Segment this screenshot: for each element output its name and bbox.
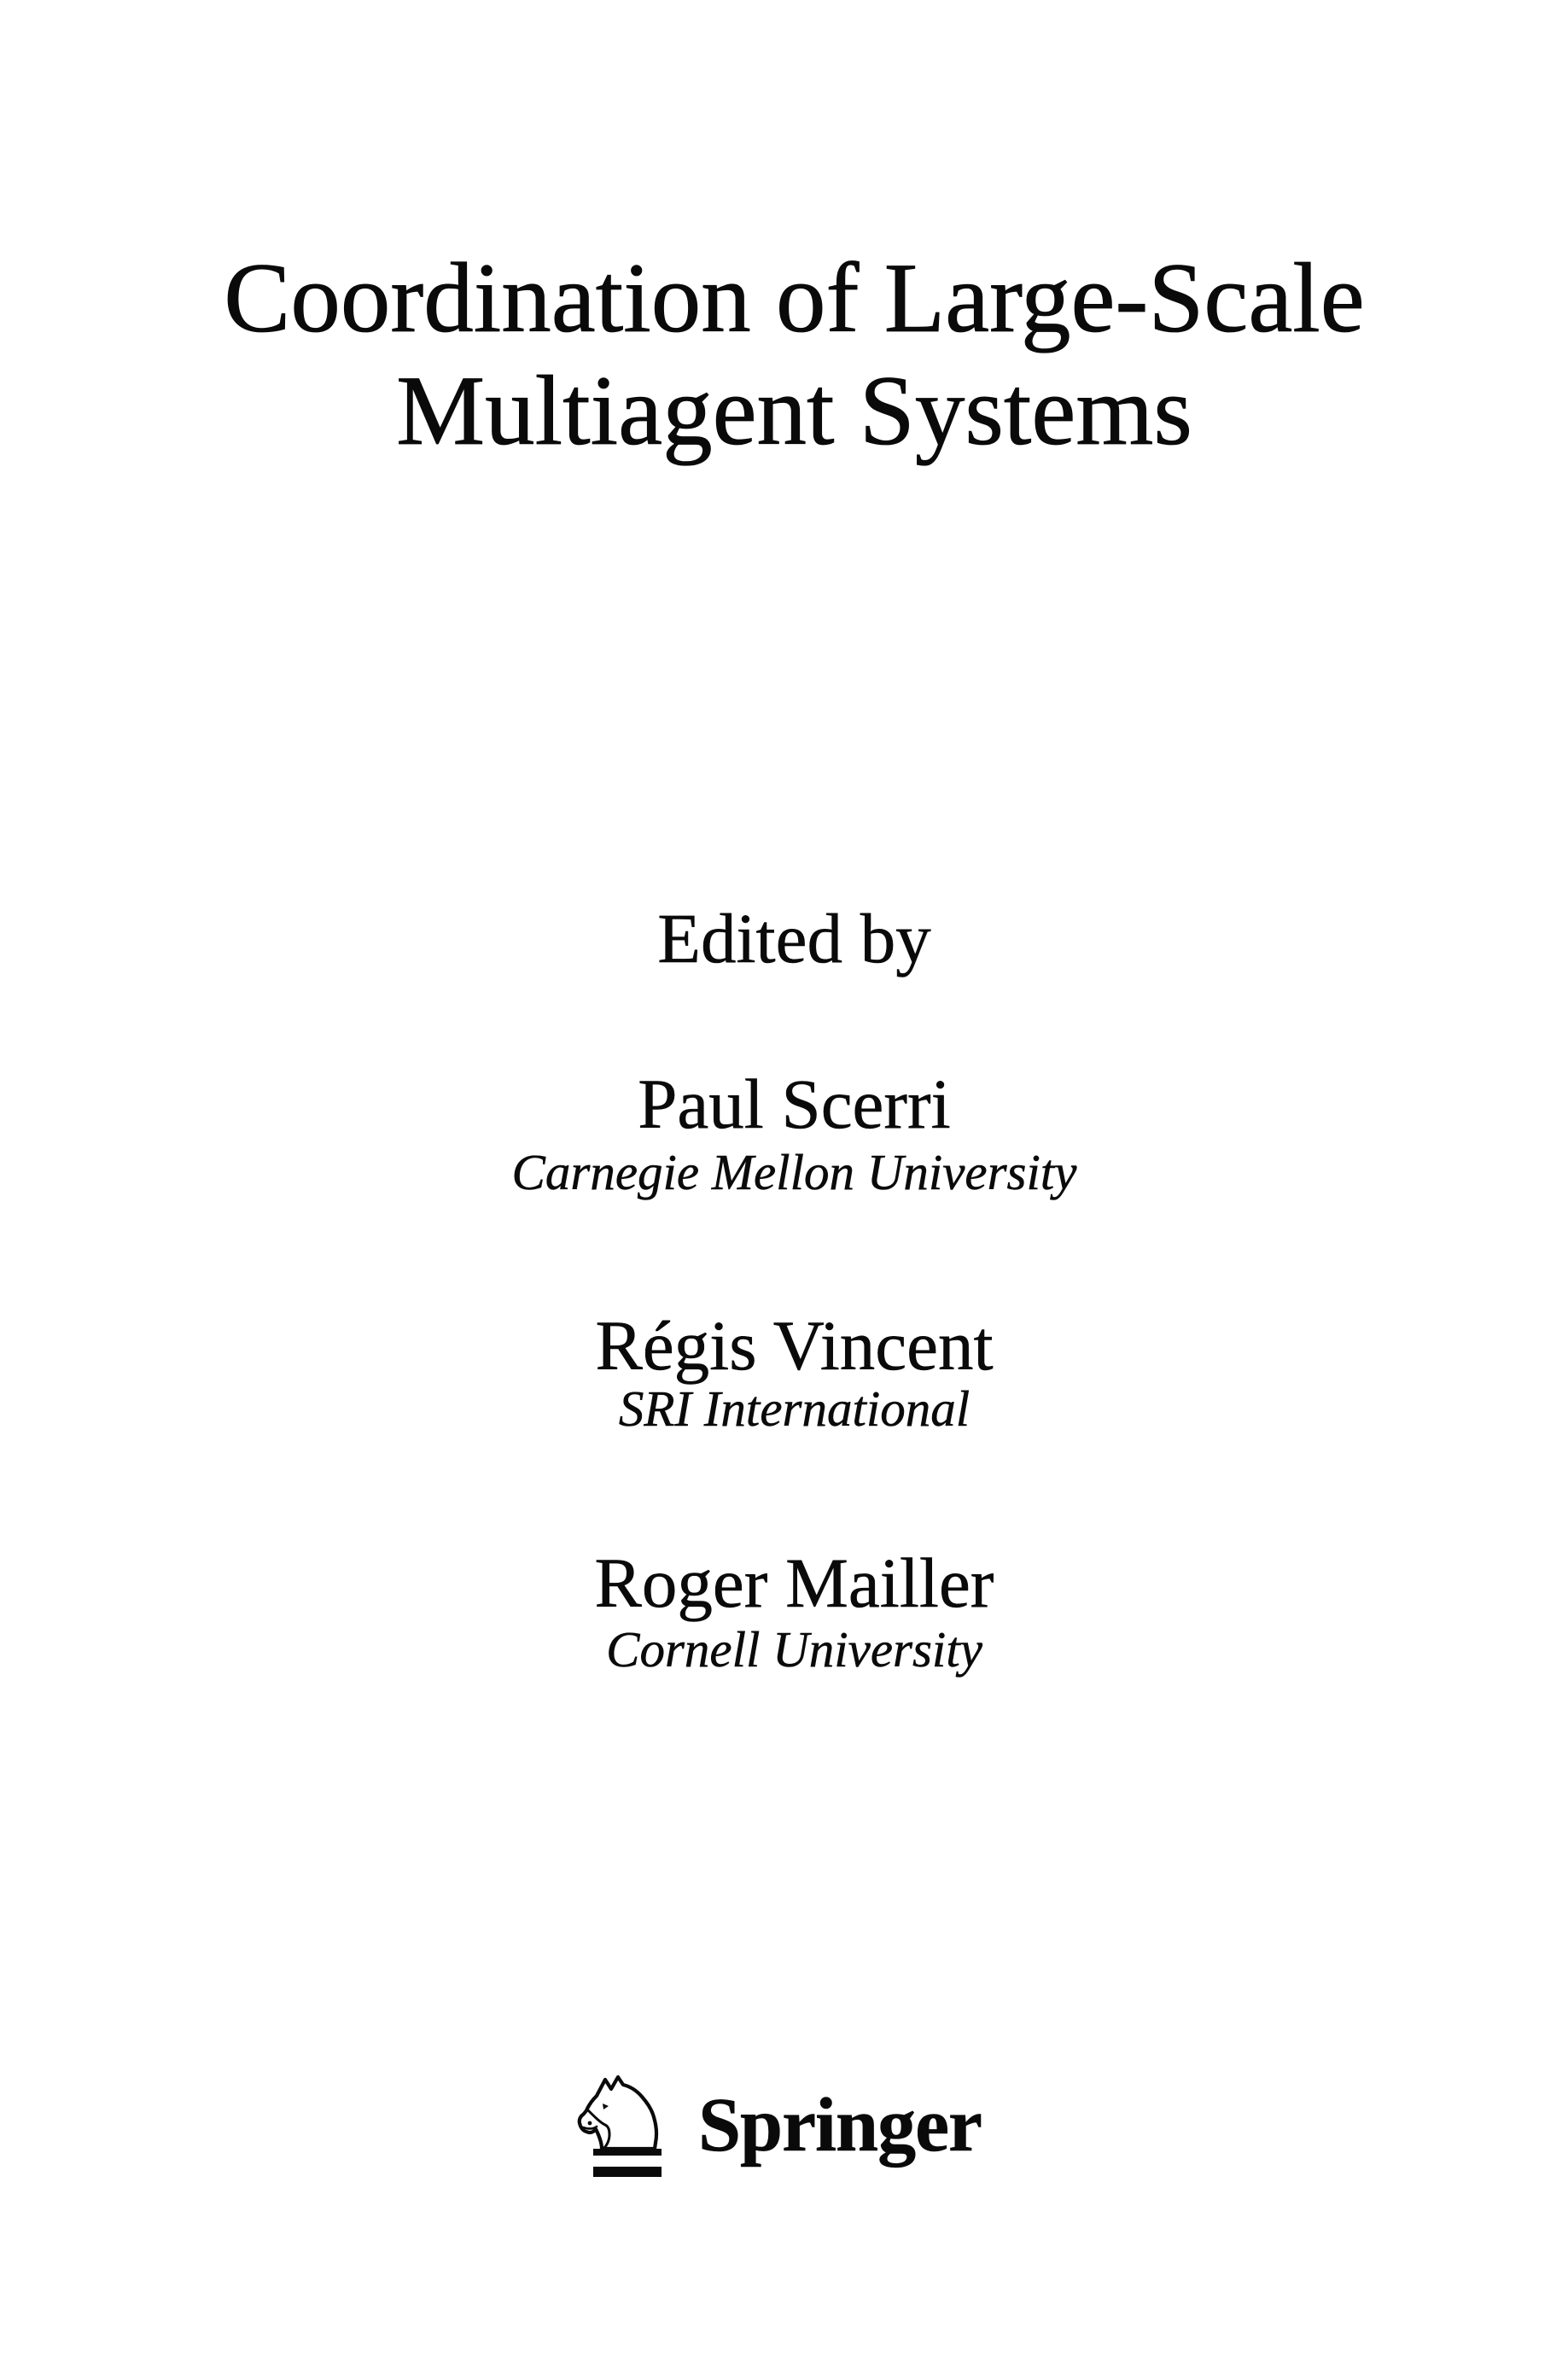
springer-knight-horse-icon xyxy=(576,2074,663,2179)
editor-name-paul-scerri: Paul Scerri xyxy=(638,1065,951,1143)
book-title-line-1: Coordination of Large-Scale xyxy=(224,243,1365,353)
editor-affiliation-carnegie-mellon: Carnegie Mellon University xyxy=(511,1144,1077,1200)
edited-by-label: Edited by xyxy=(657,899,931,977)
editor-name-roger-mailler: Roger Mailler xyxy=(594,1543,994,1622)
book-title-line-2: Multiagent Systems xyxy=(396,356,1192,466)
editor-name-regis-vincent: Régis Vincent xyxy=(595,1306,994,1385)
editor-affiliation-sri-international: SRI International xyxy=(618,1380,971,1437)
book-title xyxy=(10,242,1568,468)
editor-affiliation-cornell: Cornell University xyxy=(606,1621,982,1678)
springer-wordmark: Springer xyxy=(698,2083,982,2168)
